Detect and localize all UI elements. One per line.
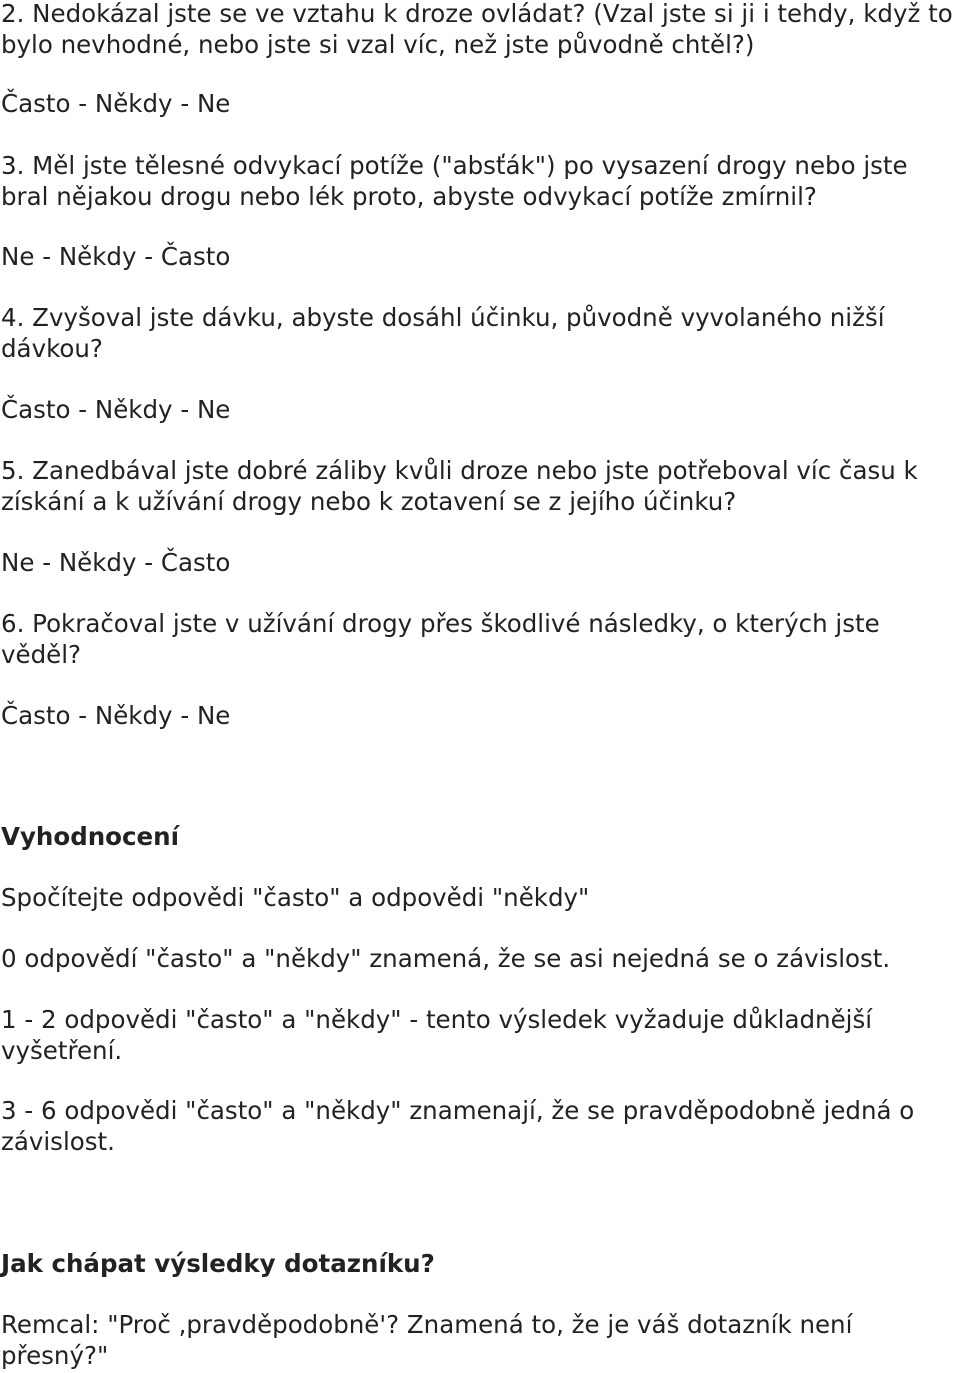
evaluation-heading: Vyhodnocení (1, 822, 179, 851)
question-4-text: 4. Zvyšoval jste dávku, abyste dosáhl účinku, původně vyvolaného nižší dávkou? (1, 303, 885, 363)
evaluation-line-2: 0 odpovědí "často" a "někdy" znamená, že se asi nejedná se o závislost. (1, 944, 891, 973)
interpretation-heading: Jak chápat výsledky dotazníku? (1, 1249, 435, 1278)
question-6-answer: Často - Někdy - Ne (1, 701, 231, 730)
evaluation-line-4: 3 - 6 odpovědi "často" a "někdy" znamenají, že se pravděpodobně jedná o závislost. (1, 1096, 915, 1156)
evaluation-line-1: Spočítejte odpovědi "často" a odpovědi "někdy" (1, 883, 590, 912)
interpretation-text: Remcal: "Proč ,pravděpodobně'? Znamená to, že je váš dotazník není přesný?" (1, 1310, 853, 1370)
question-4-answer: Často - Někdy - Ne (1, 395, 231, 424)
question-2-text: 2. Nedokázal jste se ve vztahu k droze ovládat? (Vzal jste si ji i tehdy, když to bylo nevhodné, nebo jste si vzal víc, než jste původně chtěl?) (1, 0, 953, 59)
question-5-answer: Ne - Někdy - Často (1, 548, 231, 577)
question-3-answer: Ne - Někdy - Často (1, 242, 231, 271)
question-5-text: 5. Zanedbával jste dobré záliby kvůli droze nebo jste potřeboval víc času k získání a k užívání drogy nebo k zotavení se z jejího účinku? (1, 456, 918, 516)
question-2-answer: Často - Někdy - Ne (1, 89, 231, 118)
evaluation-line-3: 1 - 2 odpovědi "často" a "někdy" - tento výsledek vyžaduje důkladnější vyšetření. (1, 1005, 873, 1065)
question-6-text: 6. Pokračoval jste v užívání drogy přes škodlivé následky, o kterých jste věděl? (1, 609, 880, 669)
question-3-text: 3. Měl jste tělesné odvykací potíže ("absťák") po vysazení drogy nebo jste bral nějakou drogu nebo lék proto, abyste odvykací potíže zmírnil? (1, 151, 908, 211)
